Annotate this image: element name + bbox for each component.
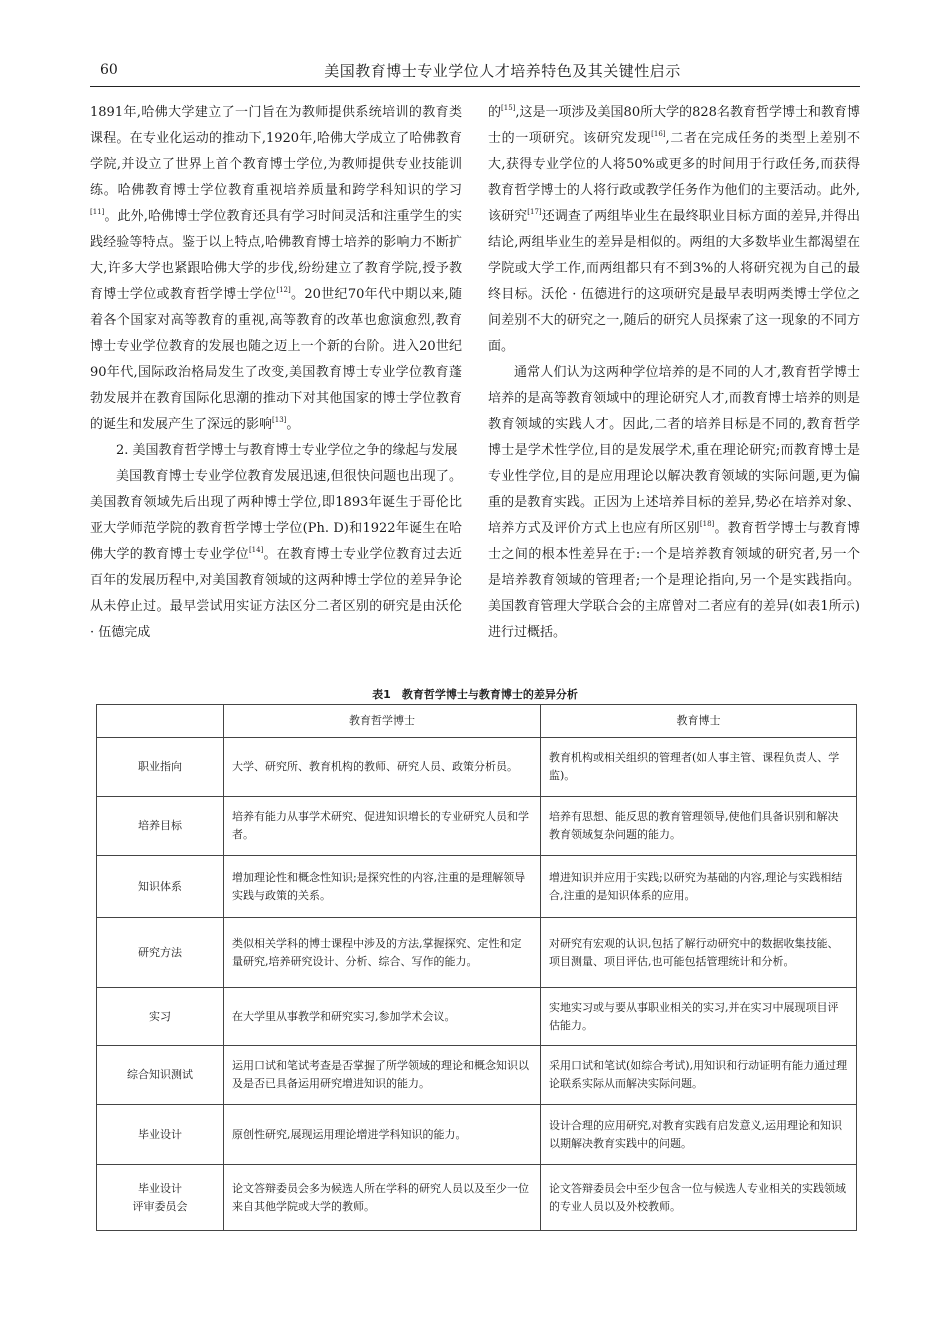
phd-cell: 论文答辩委员会多为候选人所在学科的研究人员以及至少一位来自其他学院或大学的教师。 <box>224 1165 541 1231</box>
phd-cell: 类似相关学科的博士课程中涉及的方法,掌握探究、定性和定量研究,培养研究设计、分析、综合、写作的能力。 <box>224 918 541 988</box>
table-header-blank <box>97 705 224 738</box>
phd-cell: 运用口试和笔试考查是否掌握了所学领域的理论和概念知识以及是否已具备运用研究增进知识的能力。 <box>224 1046 541 1105</box>
row-label: 实习 <box>97 988 224 1046</box>
row-label: 综合知识测试 <box>97 1046 224 1105</box>
row-label: 研究方法 <box>97 918 224 988</box>
paragraph-dispute: 美国教育博士专业学位教育发展迅速,但很快问题也出现了。美国教育领域先后出现了两种博士学位,即1893年诞生于哥伦比亚大学师范学院的教育哲学博士学位(Ph. D)和1922年诞生在哈佛大学的教育博士专业学位[14]。在教育博士专业学位教育过去近百年的发展历程中,对美国教育领域的这两种博士学位的差异争论从未停止过。最早尝试用实证方法区分二者区别的研究是由沃伦 · 伍德完成 <box>90 469 462 640</box>
edd-cell: 增进知识并应用于实践;以研究为基础的内容,理论与实践相结合,注重的是知识体系的应用。 <box>541 856 857 918</box>
row-label: 培养目标 <box>97 797 224 856</box>
table-header-edd: 教育博士 <box>541 705 857 738</box>
citation-14: [14] <box>248 546 264 554</box>
table-row <box>97 918 857 988</box>
table-row <box>97 1165 857 1231</box>
citation-17: [17] <box>527 208 542 216</box>
citation-15: [15] <box>501 104 516 112</box>
table-row <box>97 738 857 797</box>
paragraph-history: 1891年,哈佛大学建立了一门旨在为教师提供系统培训的教育类课程。在专业化运动的推动下,1920年,哈佛大学成立了哈佛教育学院,并设立了世界上首个教育博士学位,为教师提供专业技能训练。哈佛教育博士学位教育重视培养质量和跨学科知识的学习[11]。此外,哈佛博士学位教育还具有学习时间灵活和注重学生的实践经验等特点。鉴于以上特点,哈佛教育博士培养的影响力不断扩大,许多大学也紧跟哈佛大学的步伐,纷纷建立了教育学院,授予教育博士学位或教育哲学博士学位[12]。20世纪70年代中期以来,随着各个国家对高等教育的重视,高等教育的改革也愈演愈烈,教育博士专业学位教育的发展也随之迈上一个新的台阶。进入20世纪90年代,国际政治格局发生了改变,美国教育博士专业学位教育蓬勃发展并在教育国际化思潮的推动下对其他国家的博士学位教育的诞生和发展产生了深远的影响[13]。 <box>90 105 462 432</box>
edd-cell: 设计合理的应用研究,对教育实践有启发意义,运用理论和知识以期解决教育实践中的问题。 <box>541 1105 857 1165</box>
table-caption: 表1 教育哲学博士与教育博士的差异分析 <box>372 688 578 701</box>
citation-12: [12] <box>276 286 291 294</box>
paragraph-study: 的[15],这是一项涉及美国80所大学的828名教育哲学博士和教育博士的一项研究。该研究发现[16],二者在完成任务的类型上差别不大,获得专业学位的人将50%或更多的时间用于行政任务,而获得教育哲学博士的人将行政或教学任务作为他们的主要活动。此外,该研究[17]还调查了两组毕业生在最终职业目标方面的差异,并得出结论,两组毕业生的差异是相似的。两组的大多数毕业生都渴望在学院或大学工作,而两组都只有不到3%的人将研究视为自己的最终目标。沃伦 · 伍德进行的这项研究是最早表明两类博士学位之间差别不大的研究之一,随后的研究人员探索了这一现象的不同方面。 <box>488 104 860 354</box>
right-column <box>488 100 860 646</box>
comparison-table <box>96 704 857 1231</box>
row-label: 毕业设计 评审委员会 <box>97 1165 224 1231</box>
citation-18: [18] <box>699 520 715 528</box>
edd-cell: 采用口试和笔试(如综合考试),用知识和行动证明有能力通过理论联系实际从而解决实际问题。 <box>541 1046 857 1105</box>
left-column <box>90 100 462 646</box>
row-label: 知识体系 <box>97 856 224 918</box>
edd-cell: 教育机构或相关组织的管理者(如人事主管、课程负责人、学监)。 <box>541 738 857 797</box>
table-row <box>97 797 857 856</box>
phd-cell: 大学、研究所、教育机构的教师、研究人员、政策分析员。 <box>224 738 541 797</box>
header-rule <box>90 86 860 87</box>
table-row <box>97 1105 857 1165</box>
edd-cell: 论文答辩委员会中至少包含一位与候选人专业相关的实践领域的专业人员以及外校教师。 <box>541 1165 857 1231</box>
table-header-row <box>97 705 857 738</box>
paragraph-differences: 通常人们认为这两种学位培养的是不同的人才,教育哲学博士培养的是高等教育领域中的理论研究人才,而教育博士培养的则是教育领域的实践人才。因此,二者的培养目标是不同的,教育哲学博士是学术性学位,目的是发展学术,重在理论研究;而教育博士是专业性学位,目的是应用理论以解决教育领域的实际问题,更为偏重的是教育实践。正因为上述培养目标的差异,势必在培养对象、培养方式及评价方式上也应有所区别[18]。教育哲学博士与教育博士之间的根本性差异在于:一个是培养教育领域的研究者,另一个是培养教育领域的管理者;一个是理论指向,另一个是实践指向。美国教育管理大学联合会的主席曾对二者应有的差异(如表1所示)进行过概括。 <box>488 365 860 640</box>
table-row <box>97 1046 857 1105</box>
citation-16: [16] <box>651 130 666 138</box>
citation-11: [11] <box>90 208 105 216</box>
table-header-phd: 教育哲学博士 <box>224 705 541 738</box>
running-title: 美国教育博士专业学位人才培养特色及其关键性启示 <box>324 62 681 80</box>
table-row <box>97 856 857 918</box>
phd-cell: 培养有能力从事学术研究、促进知识增长的专业研究人员和学者。 <box>224 797 541 856</box>
table-row <box>97 988 857 1046</box>
edd-cell: 对研究有宏观的认识,包括了解行动研究中的数据收集技能、项目测量、项目评估,也可能包括管理统计和分析。 <box>541 918 857 988</box>
edd-cell: 实地实习或与要从事职业相关的实习,并在实习中展现项目评估能力。 <box>541 988 857 1046</box>
section-heading: 2. 美国教育哲学博士与教育博士专业学位之争的缘起与发展 <box>116 443 458 458</box>
row-label: 职业指向 <box>97 738 224 797</box>
page-number: 60 <box>100 62 118 78</box>
edd-cell: 培养有思想、能反思的教育管理领导,使他们具备识别和解决教育领域复杂问题的能力。 <box>541 797 857 856</box>
citation-13: [13] <box>272 416 287 424</box>
row-label: 毕业设计 <box>97 1105 224 1165</box>
phd-cell: 原创性研究,展现运用理论增进学科知识的能力。 <box>224 1105 541 1165</box>
phd-cell: 在大学里从事教学和研究实习,参加学术会议。 <box>224 988 541 1046</box>
phd-cell: 增加理论性和概念性知识;是探究性的内容,注重的是理解领导实践与政策的关系。 <box>224 856 541 918</box>
